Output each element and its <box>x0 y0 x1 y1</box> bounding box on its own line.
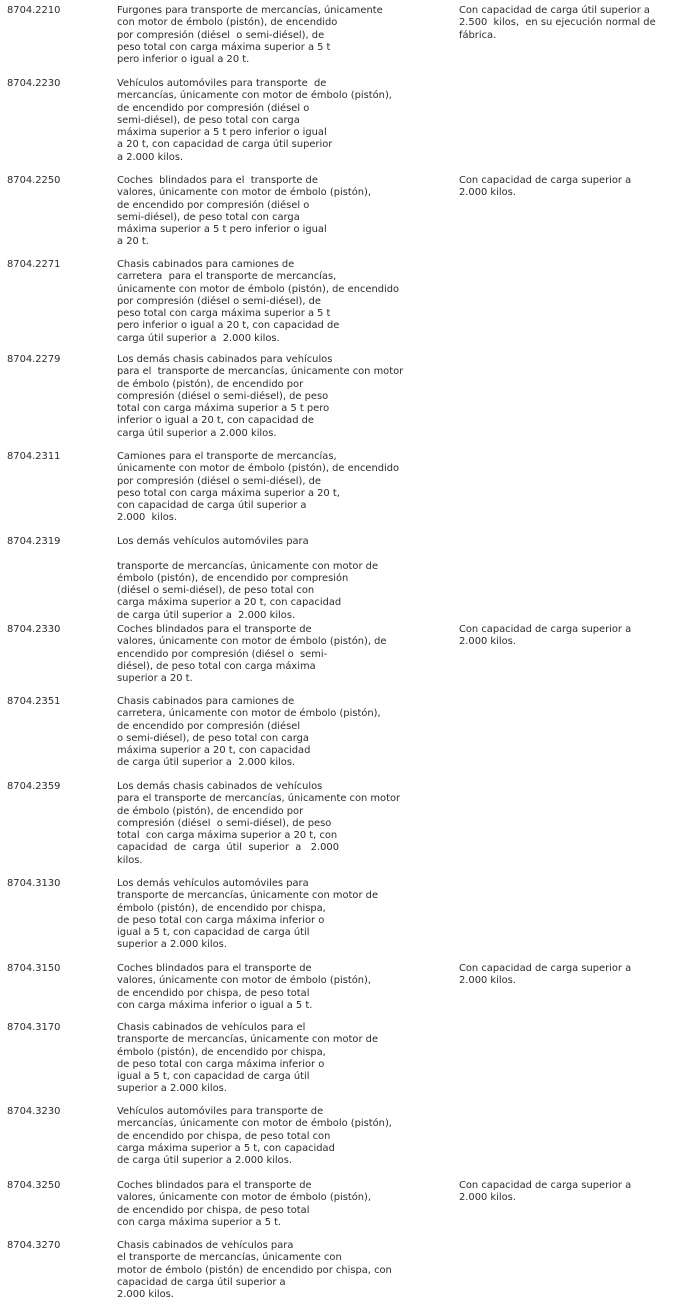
description: Los demás chasis cabinados para vehículos para el transporte de mercancías, únicamente con motor de émbolo (pistón), de encendido por compresión (diésel o semi-diésel), de peso total con carga máxima superior a 5 t pero inferior o igual a 20 t, con capacidad de carga útil superior a 2.000 kilos. <box>117 354 404 439</box>
tariff-code: 8704.3250 <box>7 1180 61 1191</box>
tariff-code: 8704.2271 <box>7 259 61 270</box>
tariff-code: 8704.2210 <box>7 5 61 16</box>
tariff-code: 8704.3230 <box>7 1106 61 1117</box>
description: Chasis cabinados de vehículos para el transporte de mercancías, únicamente con motor de émbolo (pistón) de encendido por chispa, con capacidad de carga útil superior a 2.000 kilos. <box>117 1240 392 1301</box>
tariff-code: 8704.2359 <box>7 781 61 792</box>
description: Coches blindados para el transporte de valores, únicamente con motor de émbolo (pistón), de encendido por chispa, de peso total con carga máxima superior a 5 t. <box>117 1180 372 1228</box>
tariff-code: 8704.2330 <box>7 624 61 635</box>
note: Con capacidad de carga superior a 2.000 kilos. <box>459 1180 632 1204</box>
description: Chasis cabinados de vehículos para el transporte de mercancías, únicamente con motor de émbolo (pistón), de encendido por chispa, de peso total con carga máxima inferior o igual a 5 t, con capacidad de carga útil superior a 2.000 kilos. <box>117 1022 379 1095</box>
description: Furgones para transporte de mercancías, únicamente con motor de émbolo (pistón), de encendido por compresión (diésel o semi-diésel), de peso total con carga máxima superior a 5 t pero inferior o igual a 20 t. <box>117 5 383 66</box>
description: Coches blindados para el transporte de valores, únicamente con motor de émbolo (pistón), de encendido por chispa, de peso total con carga máxima inferior o igual a 5 t. <box>117 963 372 1011</box>
tariff-code: 8704.2279 <box>7 354 61 365</box>
tariff-code: 8704.2319 <box>7 536 61 547</box>
note: Con capacidad de carga superior a 2.000 kilos. <box>459 624 632 648</box>
tariff-code: 8704.3150 <box>7 963 61 974</box>
tariff-code: 8704.3130 <box>7 878 61 889</box>
description: Chasis cabinados para camiones de carretera para el transporte de mercancías, únicamente con motor de émbolo (pistón), de encendido por compresión (diésel o semi-diésel), de peso total con carga máxima superior a 5 t pero inferior o igual a 20 t, con capacidad de carga útil superior a 2.000 kilos. <box>117 259 400 344</box>
description: Vehículos automóviles para transporte de mercancías, únicamente con motor de émbolo (pistón), de encendido por compresión (diésel o semi-diésel), de peso total con carga máxima superior a 5 t pero inferior o igual a 20 t, con capacidad de carga útil superior a 2.000 kilos. <box>117 78 392 163</box>
tariff-code: 8704.3270 <box>7 1240 61 1251</box>
description: Los demás chasis cabinados de vehículos para el transporte de mercancías, únicamente con motor de émbolo (pistón), de encendido por compresión (diésel o semi-diésel), de peso total con carga máxima superior a 20 t, con capacidad de carga útil superior a 2.000 kilos. <box>117 781 401 866</box>
note: Con capacidad de carga superior a 2.000 kilos. <box>459 963 632 987</box>
description: Vehículos automóviles para transporte de mercancías, únicamente con motor de émbolo (pistón), de encendido por chispa, de peso total con carga máxima superior a 5 t, con capacidad de carga útil superior a 2.000 kilos. <box>117 1106 392 1167</box>
tariff-code: 8704.2351 <box>7 696 61 707</box>
description: Coches blindados para el transporte de valores, únicamente con motor de émbolo (pistón), de encendido por compresión (diésel o semi-diésel), de peso total con carga máxima superior a 5 t pero inferior o igual a 20 t. <box>117 175 372 248</box>
description: Chasis cabinados para camiones de carretera, únicamente con motor de émbolo (pistón), de encendido por compresión (diésel o semi-diésel), de peso total con carga máxima superior a 20 t, con capacidad de carga útil superior a 2.000 kilos. <box>117 696 381 769</box>
tariff-code: 8704.2250 <box>7 175 61 186</box>
note: Con capacidad de carga útil superior a 2.500 kilos, en su ejecución normal de fábrica. <box>459 5 656 41</box>
tariff-code: 8704.3170 <box>7 1022 61 1033</box>
tariff-code: 8704.2230 <box>7 78 61 89</box>
description: Los demás vehículos automóviles para transporte de mercancías, únicamente con motor de émbolo (pistón), de encendido por compresión (diésel o semi-diésel), de peso total con carga máxima superior a 20 t, con capacidad de carga útil superior a 2.000 kilos. <box>117 536 379 621</box>
description: Camiones para el transporte de mercancías, únicamente con motor de émbolo (pistón), de encendido por compresión (diésel o semi-diésel), de peso total con carga máxima superior a 20 t, con capacidad de carga útil superior a 2.000 kilos. <box>117 451 400 524</box>
description: Los demás vehículos automóviles para transporte de mercancías, únicamente con motor de émbolo (pistón), de encendido por chispa, de peso total con carga máxima inferior o igual a 5 t, con capacidad de carga útil superior a 2.000 kilos. <box>117 878 379 951</box>
note: Con capacidad de carga superior a 2.000 kilos. <box>459 175 632 199</box>
description: Coches blindados para el transporte de valores, únicamente con motor de émbolo (pistón), de encendido por compresión (diésel o semi- diésel), de peso total con carga máxima superior a 20 t. <box>117 624 387 685</box>
tariff-code: 8704.2311 <box>7 451 61 462</box>
